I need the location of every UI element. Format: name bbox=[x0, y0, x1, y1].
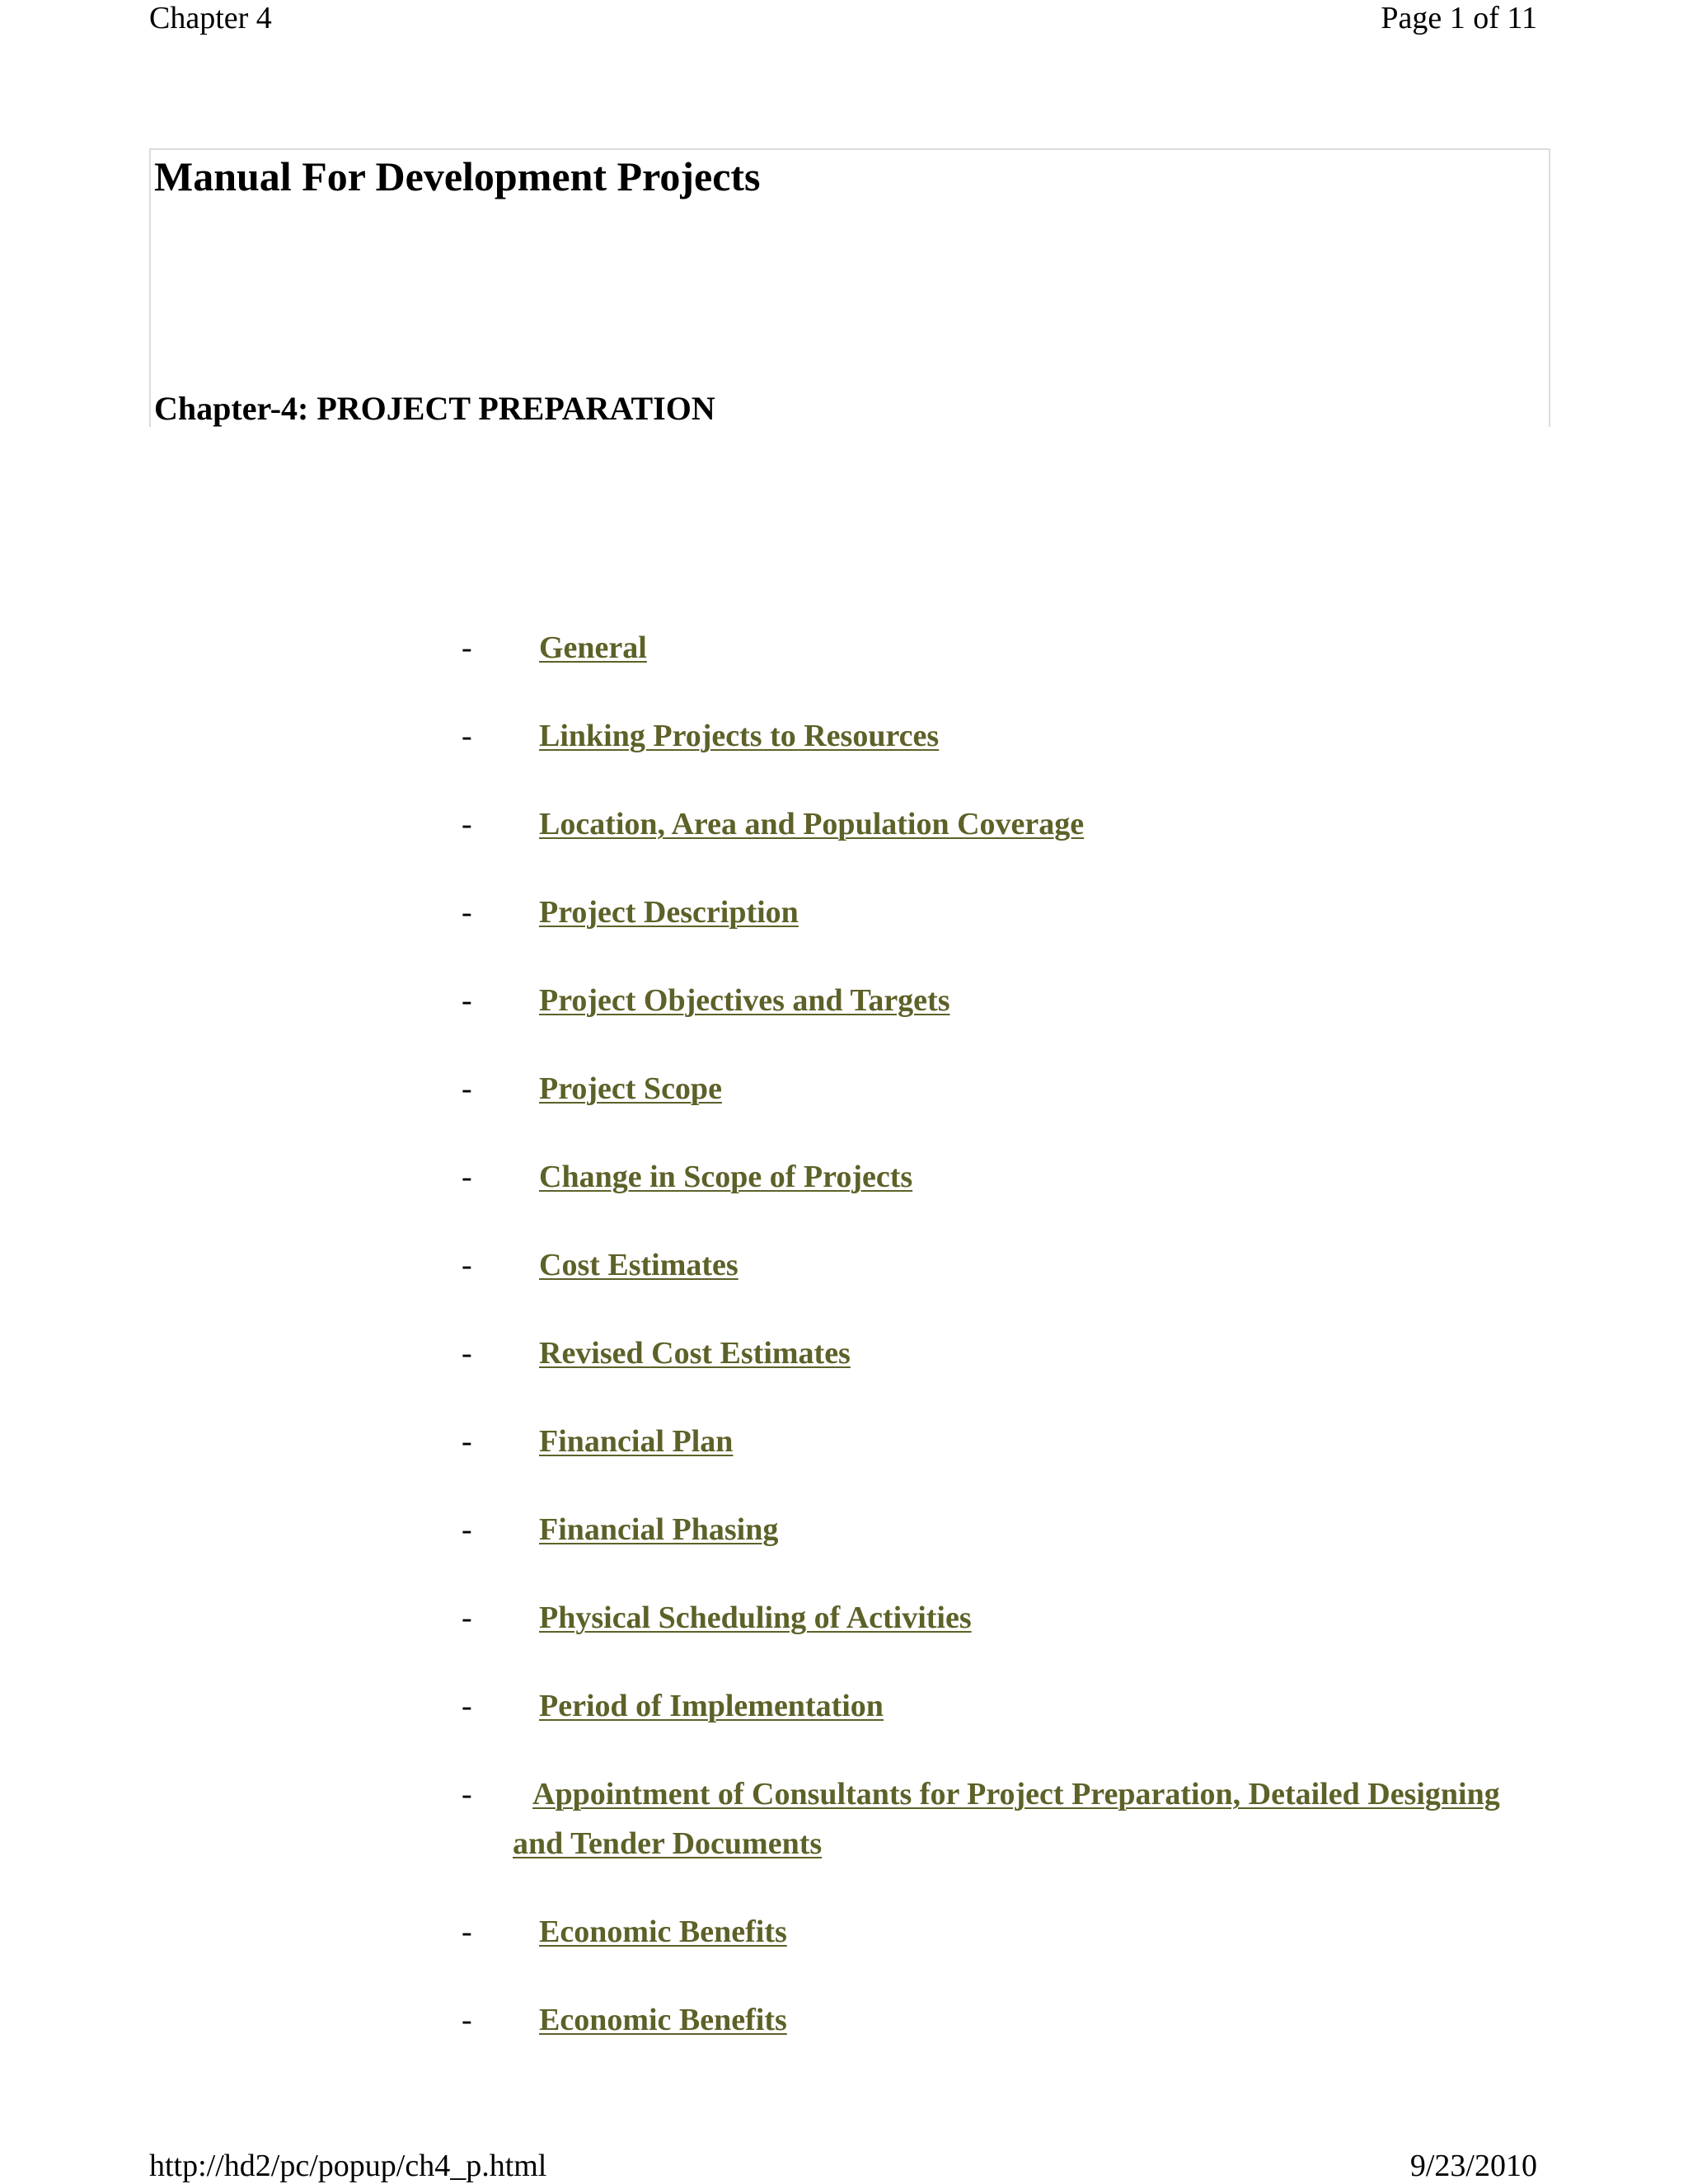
toc-link-financial-plan[interactable]: Financial Plan bbox=[539, 1424, 734, 1459]
toc-item-linking-projects bbox=[462, 711, 1550, 799]
page-header-page-number: Page 1 of 11 bbox=[1381, 1, 1537, 35]
document-title: Manual For Development Projects bbox=[154, 153, 761, 199]
toc-dash: - bbox=[462, 807, 472, 841]
toc-item-project-scope bbox=[462, 1064, 1550, 1152]
toc-dash: - bbox=[462, 1160, 472, 1194]
toc-link-change-in-scope[interactable]: Change in Scope of Projects bbox=[539, 1160, 913, 1194]
toc-dash: - bbox=[462, 1336, 472, 1371]
toc-item-location-area bbox=[462, 799, 1550, 888]
page-footer-url: http://hd2/pc/popup/ch4_p.html bbox=[149, 2149, 547, 2183]
chapter-title: Chapter-4: PROJECT PREPARATION bbox=[154, 390, 715, 427]
toc-link-location-area[interactable]: Location, Area and Population Coverage bbox=[539, 807, 1085, 841]
table-of-contents bbox=[462, 623, 1550, 2083]
toc-dash: - bbox=[462, 719, 472, 753]
toc-link-cost-estimates[interactable]: Cost Estimates bbox=[539, 1248, 738, 1282]
toc-item-period-of-implementation bbox=[462, 1681, 1550, 1769]
toc-item-general bbox=[462, 623, 1550, 711]
toc-dash: - bbox=[462, 630, 472, 665]
toc-link-economic-benefits[interactable]: Economic Benefits bbox=[539, 1915, 787, 1949]
page-footer-date: 9/23/2010 bbox=[1409, 2149, 1537, 2183]
toc-link-period-of-implementation[interactable]: Period of Implementation bbox=[539, 1689, 884, 1723]
toc-link-linking-projects[interactable]: Linking Projects to Resources bbox=[539, 719, 940, 753]
toc-dash: - bbox=[462, 895, 472, 930]
toc-link-revised-cost-estimates[interactable]: Revised Cost Estimates bbox=[539, 1336, 851, 1371]
toc-dash: - bbox=[462, 1777, 472, 1811]
toc-link-project-scope[interactable]: Project Scope bbox=[539, 1071, 722, 1106]
toc-item-change-in-scope bbox=[462, 1152, 1550, 1240]
page-header-chapter: Chapter 4 bbox=[149, 1, 272, 35]
toc-item-appointment-of-consultants bbox=[462, 1769, 1550, 1907]
toc-dash: - bbox=[462, 1071, 472, 1106]
toc-item-financial-phasing bbox=[462, 1505, 1550, 1593]
toc-link-physical-scheduling[interactable]: Physical Scheduling of Activities bbox=[539, 1601, 972, 1635]
toc-item-physical-scheduling bbox=[462, 1593, 1550, 1681]
toc-item-cost-estimates bbox=[462, 1240, 1550, 1329]
toc-dash: - bbox=[462, 1512, 472, 1547]
toc-dash: - bbox=[462, 1915, 472, 1949]
toc-link-appointment-of-consultants[interactable]: Appointment of Consultants for Project Preparation, Detailed Designing and Tender Documents bbox=[513, 1777, 1500, 1861]
title-box bbox=[149, 148, 1550, 427]
toc-dash: - bbox=[462, 1424, 472, 1459]
toc-dash: - bbox=[462, 1601, 472, 1635]
toc-link-economic-benefits-2[interactable]: Economic Benefits bbox=[539, 2003, 787, 2037]
toc-dash: - bbox=[462, 2003, 472, 2037]
toc-item-project-description bbox=[462, 888, 1550, 976]
toc-item-project-objectives bbox=[462, 976, 1550, 1064]
toc-dash: - bbox=[462, 1689, 472, 1723]
toc-dash: - bbox=[462, 983, 472, 1018]
toc-item-revised-cost-estimates bbox=[462, 1329, 1550, 1417]
toc-item-economic-benefits bbox=[462, 1907, 1550, 1995]
toc-link-project-objectives[interactable]: Project Objectives and Targets bbox=[539, 983, 950, 1018]
toc-link-general[interactable]: General bbox=[539, 630, 647, 665]
toc-link-financial-phasing[interactable]: Financial Phasing bbox=[539, 1512, 779, 1547]
toc-item-financial-plan bbox=[462, 1417, 1550, 1505]
toc-dash: - bbox=[462, 1248, 472, 1282]
toc-link-project-description[interactable]: Project Description bbox=[539, 895, 799, 930]
toc-item-economic-benefits-2 bbox=[462, 1995, 1550, 2083]
